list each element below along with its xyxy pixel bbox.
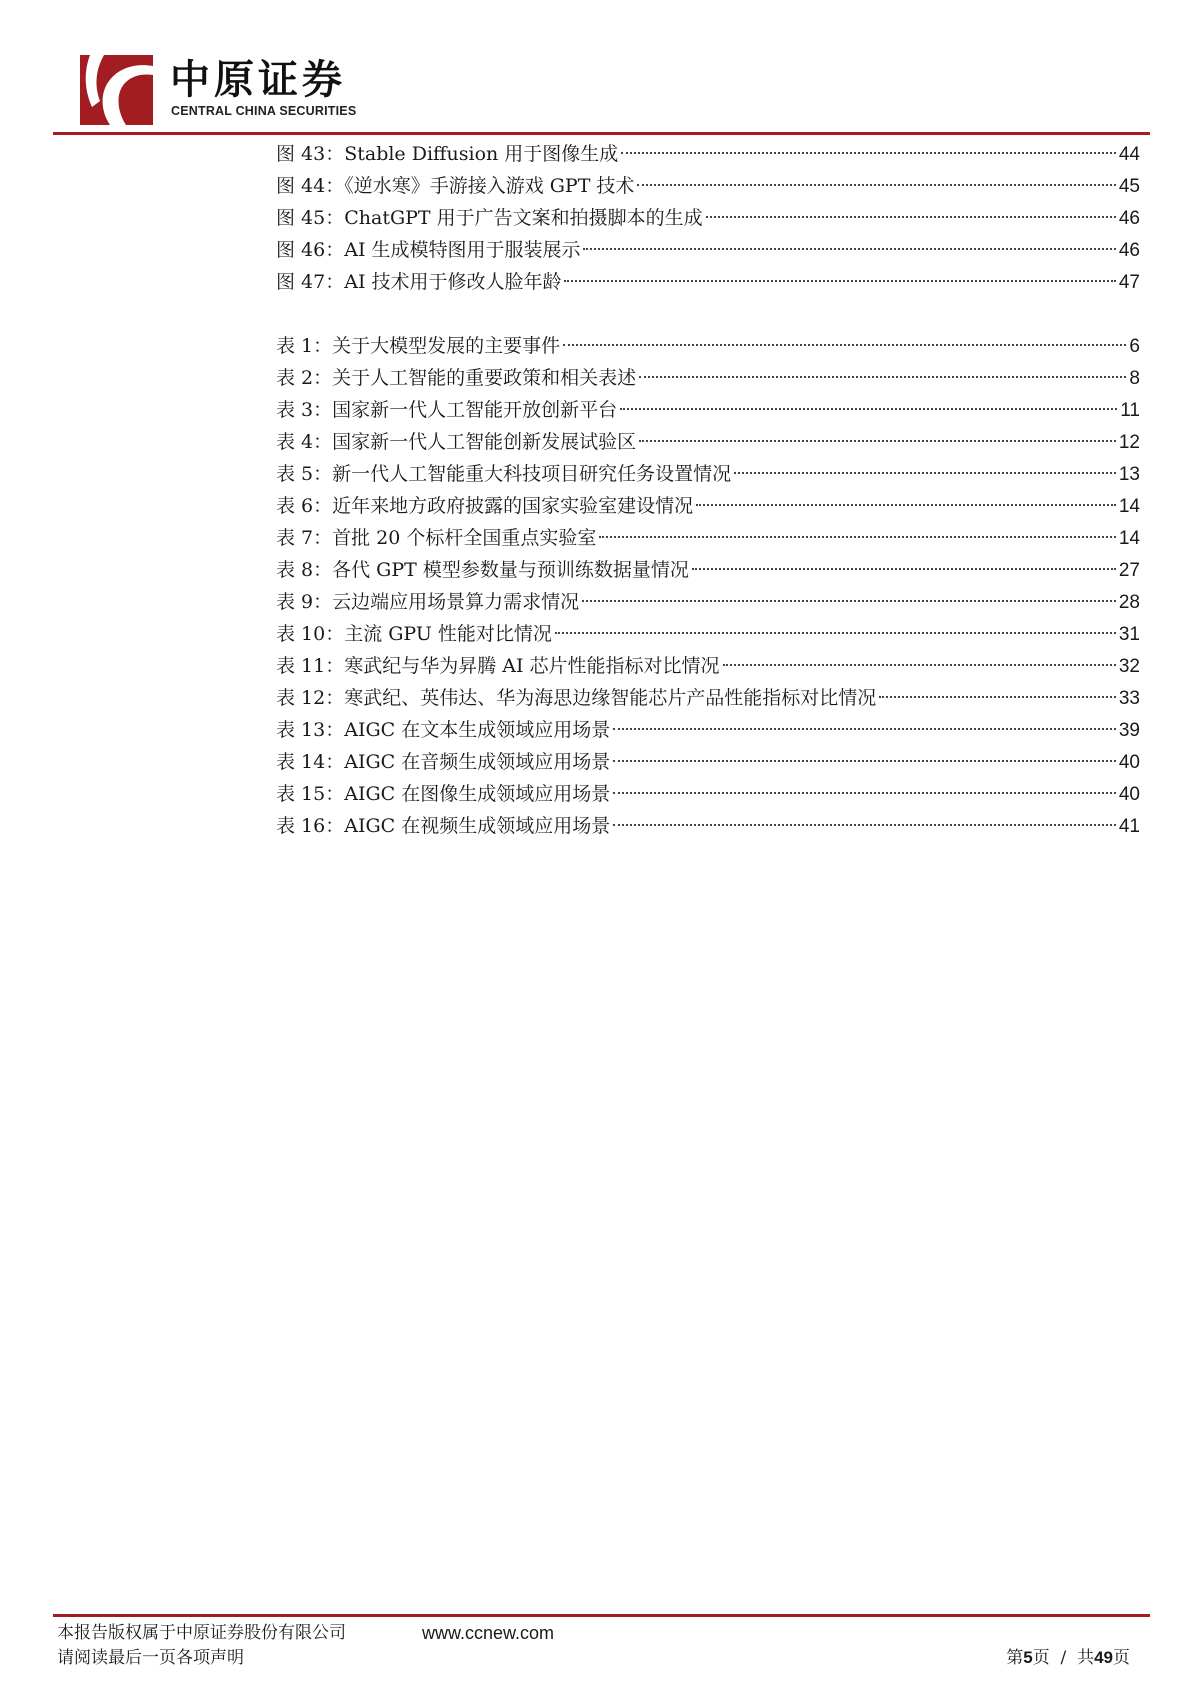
toc-leader-dots [582,600,1116,602]
toc-leader-dots [613,728,1116,730]
toc-entry-figure[interactable] [276,202,1140,234]
toc-entry-label: 表 10：主流 GPU 性能对比情况 [276,623,552,645]
toc-entry-page: 6 [1129,336,1140,357]
toc-entry-label: 表 1：关于大模型发展的主要事件 [276,335,561,357]
toc-leader-dots [563,344,1126,346]
toc-entry-page: 44 [1118,144,1140,165]
toc-entry-label: 表 2：关于人工智能的重要政策和相关表述 [276,367,637,389]
toc-entry-table[interactable] [276,522,1140,554]
page-number [1006,1646,1130,1670]
brand-name-en: CENTRAL CHINA SECURITIES [171,104,357,118]
toc-leader-dots [637,184,1115,186]
page-suffix: 页 [1113,1648,1130,1668]
toc-leader-dots [613,760,1116,762]
toc-entry-page: 46 [1118,240,1140,261]
toc-entry-label: 表 15：AIGC 在图像生成领域应用场景 [276,783,611,805]
header-divider [53,132,1150,135]
toc-entry-label: 图 44：《逆水寒》手游接入游戏 GPT 技术 [276,175,635,197]
toc-entry-label: 表 14：AIGC 在音频生成领域应用场景 [276,751,611,773]
toc-entry-table[interactable] [276,554,1140,586]
toc-entry-label: 图 46：AI 生成模特图用于服装展示 [276,239,581,261]
toc-leader-dots [706,216,1116,218]
page-current: 5 [1023,1648,1033,1667]
page-total: 49 [1094,1648,1113,1667]
toc-entry-page: 13 [1118,464,1140,485]
toc-entry-label: 表 4：国家新一代人工智能创新发展试验区 [276,431,637,453]
toc-leader-dots [696,504,1116,506]
toc-figures-group [276,138,1140,298]
toc-entry-table[interactable] [276,810,1140,842]
toc-entry-table[interactable] [276,426,1140,458]
toc-leader-dots [613,792,1116,794]
toc-entry-table[interactable] [276,618,1140,650]
toc-entry-label: 表 9：云边端应用场景算力需求情况 [276,591,580,613]
toc-leader-dots [583,248,1115,250]
toc-entry-label: 表 12：寒武纪、英伟达、华为海思边缘智能芯片产品性能指标对比情况 [276,687,877,709]
toc-leader-dots [639,376,1126,378]
toc-entry-table[interactable] [276,746,1140,778]
toc-leader-dots [613,824,1116,826]
footer-disclaimer-note: 请阅读最后一页各项声明 [57,1648,244,1668]
toc-entry-page: 14 [1118,528,1140,549]
toc-entry-label: 图 43：Stable Diffusion 用于图像生成 [276,143,619,165]
toc-entry-label: 表 5：新一代人工智能重大科技项目研究任务设置情况 [276,463,732,485]
toc-entry-page: 46 [1118,208,1140,229]
page-prefix: 第 [1006,1648,1024,1668]
toc-leader-dots [599,536,1115,538]
toc-entry-table[interactable] [276,586,1140,618]
footer-divider [53,1614,1150,1617]
toc-entry-table[interactable] [276,458,1140,490]
toc-entry-figure[interactable] [276,266,1140,298]
toc-entry-page: 47 [1118,272,1140,293]
toc-entry-page: 31 [1118,624,1140,645]
toc-entry-page: 40 [1118,784,1140,805]
company-logo-icon [80,55,153,125]
toc-leader-dots [723,664,1116,666]
toc-list [276,138,1140,842]
toc-entry-page: 8 [1129,368,1140,389]
toc-entry-label: 表 3：国家新一代人工智能开放创新平台 [276,399,618,421]
toc-leader-dots [879,696,1116,698]
toc-leader-dots [564,280,1115,282]
footer-copyright: 本报告版权属于中原证券股份有限公司 [57,1623,346,1643]
toc-entry-figure[interactable] [276,234,1140,266]
toc-entry-page: 28 [1118,592,1140,613]
toc-leader-dots [734,472,1116,474]
toc-entry-page: 45 [1118,176,1140,197]
toc-leader-dots [639,440,1116,442]
toc-entry-label: 图 45：ChatGPT 用于广告文案和拍摄脚本的生成 [276,207,703,229]
toc-leader-dots [692,568,1116,570]
toc-entry-label: 图 47：AI 技术用于修改人脸年龄 [276,271,562,293]
toc-entry-table[interactable] [276,490,1140,522]
toc-entry-figure[interactable] [276,170,1140,202]
toc-entry-table[interactable] [276,362,1140,394]
toc-entry-page: 11 [1120,400,1140,421]
toc-leader-dots [620,408,1117,410]
toc-entry-table[interactable] [276,714,1140,746]
footer-website-link[interactable]: www.ccnew.com [422,1623,555,1643]
toc-leader-dots [621,152,1116,154]
toc-entry-figure[interactable] [276,138,1140,170]
toc-entry-label: 表 7：首批 20 个标杆全国重点实验室 [276,527,597,549]
brand-name-cn: 中原证券 [170,57,346,103]
toc-entry-label: 表 16：AIGC 在视频生成领域应用场景 [276,815,611,837]
toc-entry-page: 40 [1118,752,1140,773]
toc-entry-label: 表 8：各代 GPT 模型参数量与预训练数据量情况 [276,559,689,581]
toc-entry-table[interactable] [276,330,1140,362]
toc-entry-page: 33 [1118,688,1140,709]
toc-entry-page: 12 [1118,432,1140,453]
toc-entry-page: 14 [1118,496,1140,517]
toc-entry-label: 表 11：寒武纪与华为昇腾 AI 芯片性能指标对比情况 [276,655,720,677]
page-header [0,0,1200,135]
toc-entry-page: 39 [1118,720,1140,741]
page-mid: 页 / 共 [1032,1648,1095,1668]
toc-entry-page: 32 [1118,656,1140,677]
toc-entry-label: 表 6：近年来地方政府披露的国家实验室建设情况 [276,495,694,517]
toc-entry-page: 27 [1118,560,1140,581]
toc-entry-page: 41 [1118,816,1140,837]
toc-entry-table[interactable] [276,778,1140,810]
toc-entry-label: 表 13：AIGC 在文本生成领域应用场景 [276,719,611,741]
toc-entry-table[interactable] [276,650,1140,682]
toc-entry-table[interactable] [276,682,1140,714]
toc-leader-dots [555,632,1116,634]
toc-entry-table[interactable] [276,394,1140,426]
toc-tables-group [276,330,1140,842]
